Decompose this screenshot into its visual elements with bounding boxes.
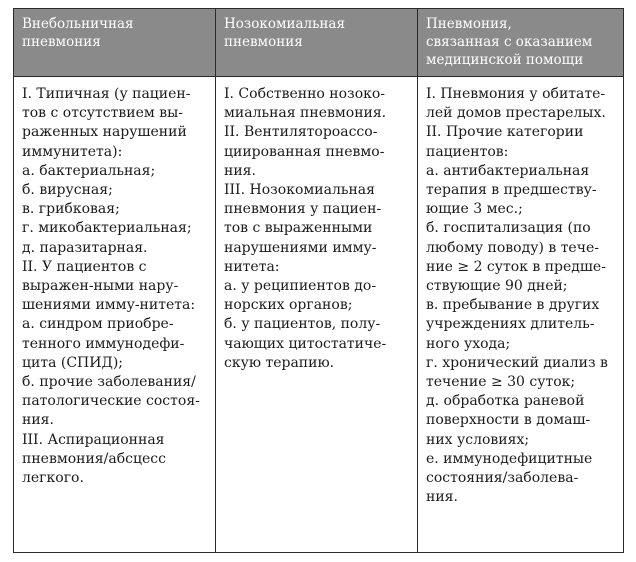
cell-community-acquired: I. Типичная (у пациен- тов с отсутствием вы- раженных нарушений иммунитета): а. бактериальная; б. вирусная; в. грибковая; г. микобактериальная; д. паразитарная. II. У пациентов с выражен-ными нару- шениями имму-нитета: а. синдром приобре- тенного иммунодефи- цита (СПИД); б. прочие заболевания/ патологические состоя- ния. III. Аспирационная пневмония/абсцесс легкого. [22,86,200,487]
header-community-acquired: Внебольничная пневмония [22,16,134,50]
header-healthcare-associated: Пневмония, связанная с оказанием медицинской помощи [426,16,593,68]
cell-nosocomial: I. Собственно нозоко- миальная пневмония. II. Вентиляторoассо- циированная пневмо- ния. III. Нозокомиальная пневмония у пациен- тов с выраженными нарушениями имму- нитета: а. у реципиентов до- норских органов; б. у пациентов, полу- чающих цитостатиче- скую терапию. [224,86,387,371]
classification-table [13,8,624,553]
column-divider [215,9,216,552]
header-nosocomial: Нозокомиальная пневмония [224,16,345,50]
cell-healthcare-associated: I. Пневмония у обитате- лей домов престарелых. II. Прочие категории пациентов: а. антибактериальная терапия в предшеству- ющие 3 мес.; б. госпитализация (по любому поводу) в тече- ние ≥ 2 суток в предше- ствующие 90 дней; в. пребывание в других учреждениях длитель- ного ухода; г. хронический диализ в течение ≥ 30 суток; д. обработка раневой поверхности в домаш- них условиях; е. иммунодефицитные состояния/заболева- ния. [426,86,608,506]
